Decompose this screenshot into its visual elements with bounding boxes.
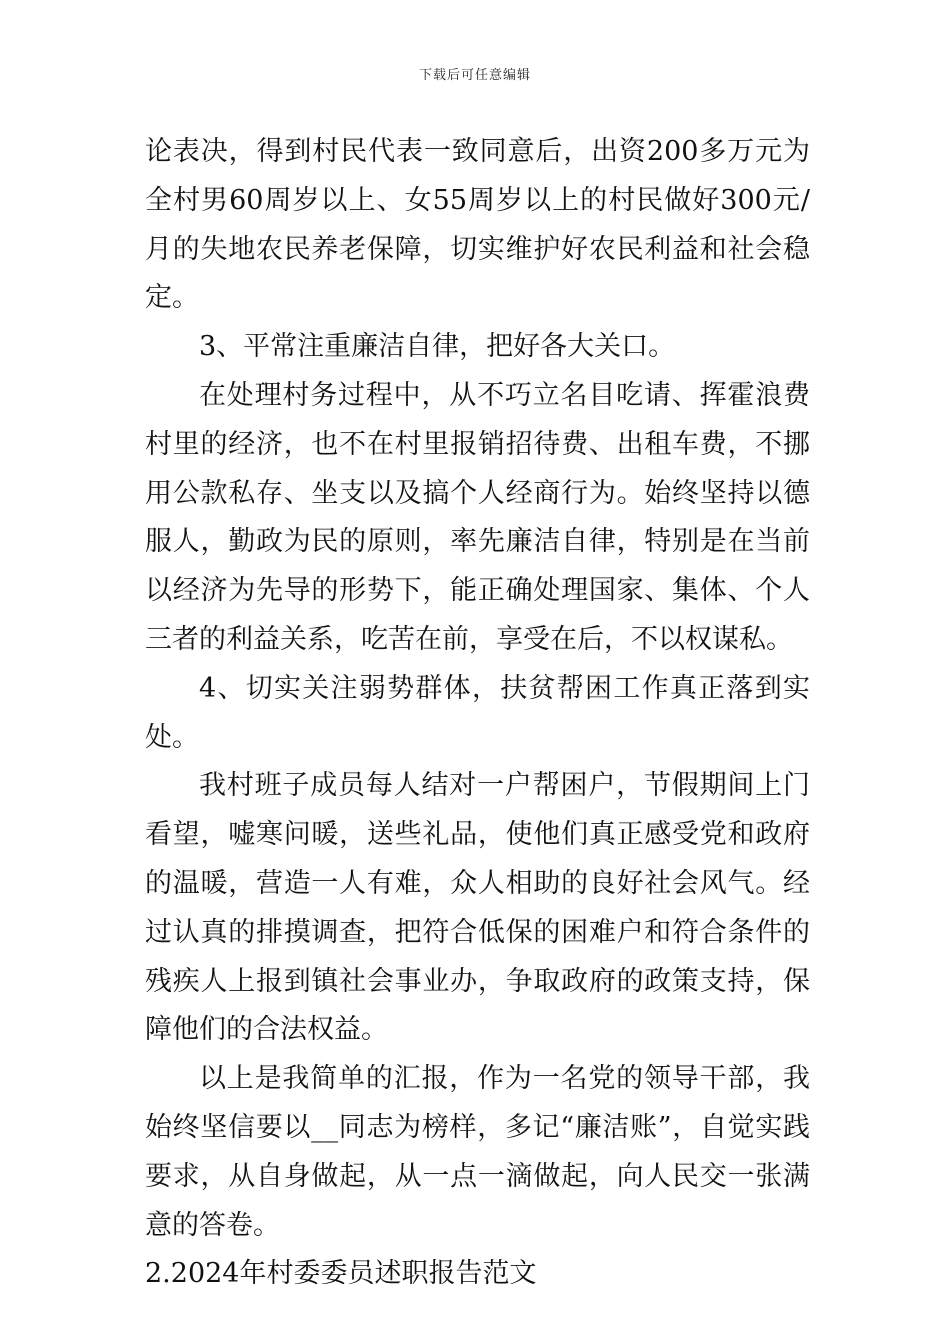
document-body [145,128,810,1299]
paragraph-continuation: 论表决，得到村民代表一致同意后，出资200多万元为全村男60周岁以上、女55周岁以上的村民做好300元/月的失地农民养老保障，切实维护好农民利益和社会稳定。 [145,136,810,314]
section-heading-4: 4、切实关注弱势群体，扶贫帮困工作真正落到实处。 [145,672,810,753]
paragraph-integrity: 在处理村务过程中，从不巧立名目吃请、挥霍浪费村里的经济，也不在村里报销招待费、出租车费，不挪用公款私存、坐支以及搞个人经商行为。始终坚持以德服人，勤政为民的原则，率先廉洁自律，特别是在当前以经济为先导的形势下，能正确处理国家、集体、个人三者的利益关系，吃苦在前，享受在后，不以权谋私。 [145,379,810,655]
section-heading-3: 3、平常注重廉洁自律，把好各大关口。 [199,331,676,363]
paragraph-poverty-relief: 我村班子成员每人结对一户帮困户，节假期间上门看望，嘘寒问暖，送些礼品，使他们真正感受党和政府的温暖，营造一人有难，众人相助的良好社会风气。经过认真的排摸调查，把符合低保的困难户和符合条件的残疾人上报到镇社会事业办，争取政府的政策支持，保障他们的合法权益。 [145,770,810,1046]
paragraph-conclusion: 以上是我简单的汇报，作为一名党的领导干部，我始终坚信要以__同志为榜样，多记“廉洁账”，自觉实践要求，从自身做起，从一点一滴做起，向人民交一张满意的答卷。 [145,1063,810,1241]
next-document-title: 2.2024年村委委员述职报告范文 [145,1258,537,1290]
page-header: 下载后可任意编辑 [418,68,531,83]
